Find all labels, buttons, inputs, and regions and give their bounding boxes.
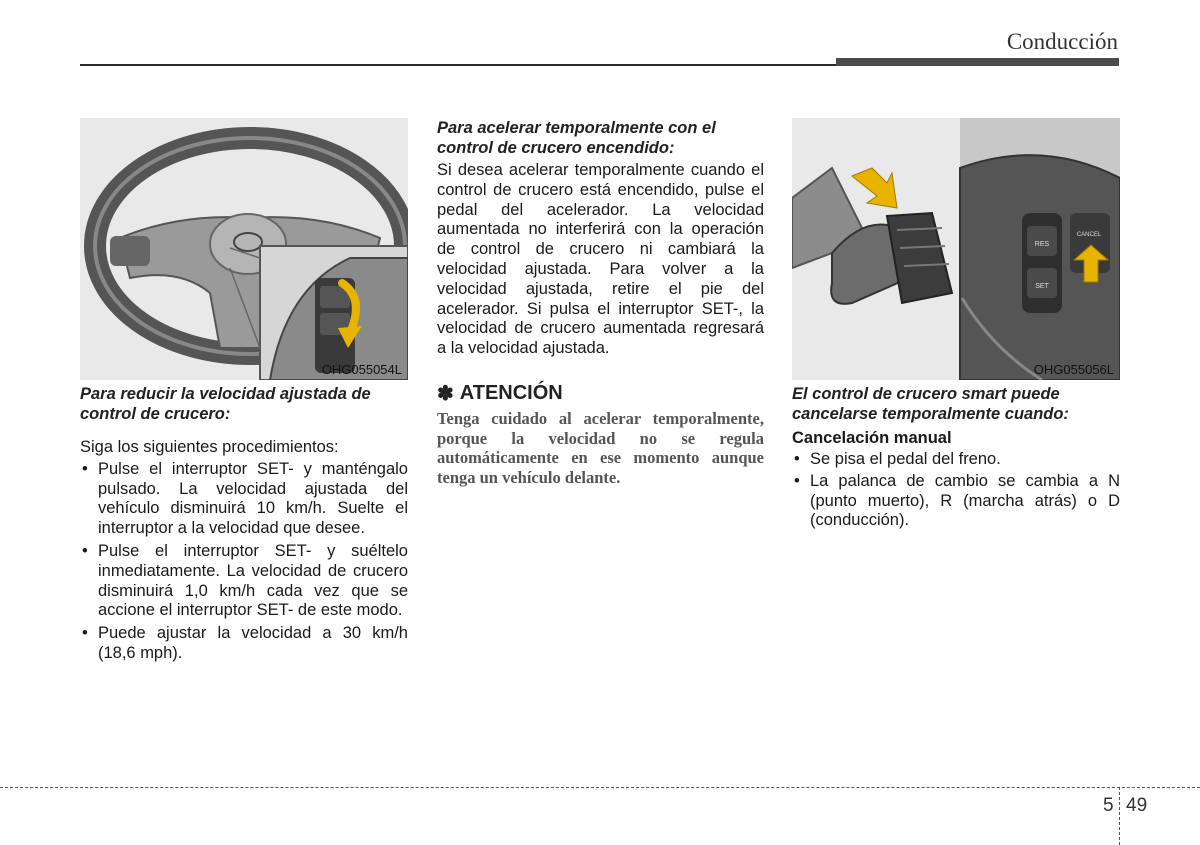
figure-code: OHG055056L [1033, 362, 1114, 377]
cancel-figure [792, 118, 1120, 380]
header-rule-accent [836, 58, 1119, 66]
footer-divider [1119, 787, 1120, 845]
res-label: RES [1034, 241, 1050, 248]
list-item: • Puede ajustar la velocidad a 30 km/h (18,6 mph). [80, 624, 408, 664]
body-text: Si desea acelerar temporalmente cuando el control de crucero está encendido, pulse el pedal del acelerador. La velocidad aumentada no interferirá con la operación de control de crucero ni cambiará la velocidad ajustada. Para volver a la velocidad ajustada, retire el pie del acelerador. Si pulsa el interruptor SET-, la velocidad de crucero aumentada regresará a la velocidad ajustada. [437, 161, 764, 358]
section-heading: Para reducir la velocidad ajustada de control de crucero: [80, 385, 371, 423]
page-header-title: Conducción [1006, 29, 1118, 54]
set-label: SET [1035, 283, 1049, 290]
header-rule [80, 64, 836, 66]
column-left [80, 118, 408, 667]
attention-title: ATENCIÓN [459, 381, 563, 404]
pedal-and-switch-illustration [792, 118, 1120, 380]
column-right [792, 118, 1120, 533]
page-number: 49 [1126, 795, 1148, 816]
asterisk-icon: ✽ [437, 382, 454, 405]
list-item: • Pulse el interruptor SET- y manténgalo pulsado. La velocidad ajustada del vehículo disminuirá 10 km/h. Suelte el interruptor a la velocidad que desee. [80, 460, 408, 539]
attention-body: Tenga cuidado al acelerar temporalmente, porque la velocidad no se regula automáticamente en ese momento aunque tenga un vehículo delante. [437, 408, 764, 487]
subheading: Cancelación manual [792, 429, 952, 447]
section-heading: Para acelerar temporalmente con el control de crucero encendido: [437, 119, 716, 157]
procedure-list [80, 460, 408, 664]
list-item: • Pulse el interruptor SET- y suéltelo inmediatamente. La velocidad de crucero disminuirá 1,0 km/h cada vez que se accione el interruptor SET- de este modo. [80, 542, 408, 621]
column-middle [437, 118, 764, 487]
section-heading: El control de crucero smart puede cancelarse temporalmente cuando: [792, 385, 1069, 423]
cancel-label: CANCEL [1076, 232, 1102, 238]
steering-wheel-illustration [80, 118, 408, 380]
intro-text: Siga los siguientes procedimientos: [80, 438, 339, 456]
footer-rule [0, 787, 1200, 788]
list-item: • Se pisa el pedal del freno. [792, 450, 1120, 470]
list-item: • La palanca de cambio se cambia a N (punto muerto), R (marcha atrás) o D (conducción). [792, 472, 1120, 531]
attention-heading [437, 381, 764, 406]
steering-wheel-figure [80, 118, 408, 380]
cancel-conditions-list [792, 450, 1120, 531]
figure-code: OHG055054L [321, 362, 402, 377]
chapter-number: 5 [1103, 795, 1114, 816]
